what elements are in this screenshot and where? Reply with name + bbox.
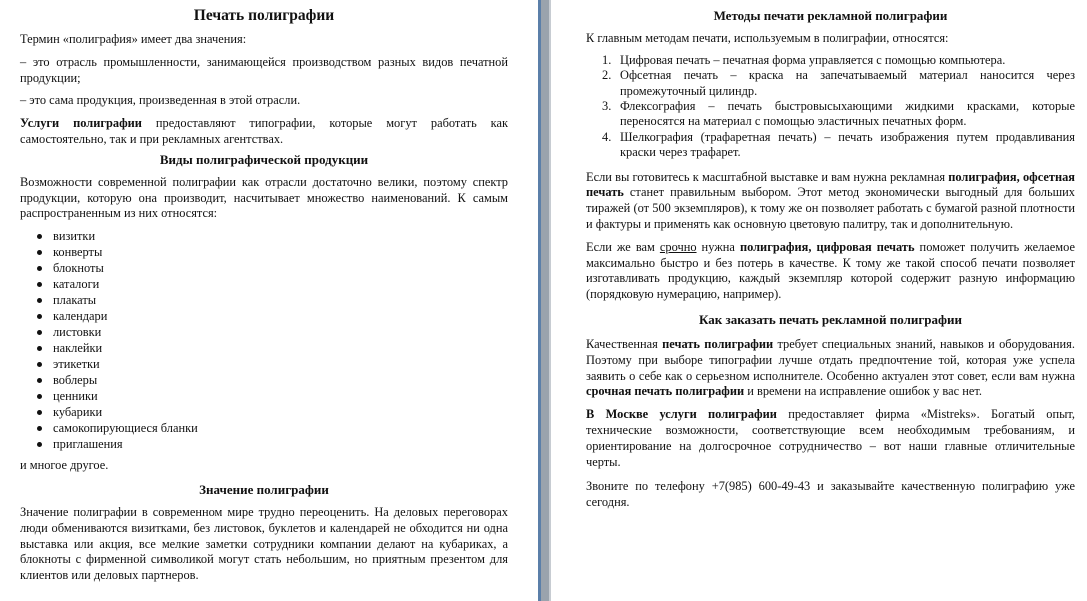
digital-text-1: Если же вам: [586, 239, 660, 254]
methods-heading: Методы печати рекламной полиграфии: [713, 8, 948, 23]
list-number: 4.: [602, 129, 612, 144]
list-item: листовки: [20, 324, 508, 340]
list-item: приглашения: [20, 436, 508, 452]
methods-intro-paragraph: К главным методам печати, используемым в полиграфии, относятся:: [586, 31, 949, 45]
services-bold-text: Услуги полиграфии: [20, 116, 142, 131]
moscow-paragraph: [586, 407, 1075, 470]
list-item-text: Офсетная печать – краска на запечатываемый материал наносится через промежуточный цилиндр.: [620, 68, 1075, 98]
digital-text-3: поможет получить желаемое максимально быстро и без потерь в качестве. К тому же такой способ печати позволяет изготавливать продукцию, каждый экземпляр которой содержит разную информацию (порядковую нумерацию, например).: [586, 239, 1075, 302]
digital-paragraph: [586, 240, 1075, 303]
order-paragraph: [586, 337, 1075, 400]
list-item: ценники: [20, 388, 508, 404]
document-page-left: [0, 0, 538, 601]
meaning-two-paragraph: – это сама продукция, произведенная в этой отрасли.: [20, 93, 301, 108]
page-gap: [538, 0, 551, 601]
order-text-2: требует специальных знаний, навыков и оборудования. Поэтому при выборе типографии лучше отдать предпочтение той, которая уже успела заявить о себе как о серьезном исполнителе. Особенно актуален этот совет, если вам нужна: [586, 337, 1075, 383]
order-text-1: Качественная: [586, 337, 663, 352]
list-item: этикетки: [20, 356, 508, 372]
intro-paragraph: Термин «полиграфия» имеет два значения:: [20, 32, 247, 46]
list-number: 3.: [602, 99, 612, 114]
services-text: предоставляют типографии, которые могут работать как самостоятельно, так и при рекламных агентствах.: [20, 116, 509, 146]
list-item: блокноты: [20, 260, 508, 276]
document-page-right: [551, 0, 1087, 601]
list-number: 1.: [602, 52, 612, 67]
list-item-text: Флексография – печать быстровысыхающими жидкими красками, которые переносятся на материал с помощью эластичных печатных форм.: [620, 99, 1075, 129]
order-heading: Как заказать печать рекламной полиграфии: [699, 312, 962, 328]
methods-list: [586, 53, 1075, 161]
offset-text-2: станет правильным выбором. Этот метод экономически выгодный для больших тиражей (от 500 экземпляров), к тому же он позволяет работать с бумагой разной плотности и фактуры и применять как основную цветовую палитру, так и дополнительную.: [586, 185, 1075, 232]
types-paragraph: Возможности современной полиграфии как отрасли достаточно велики, поэтому спектр продукции, которую она производит, насчитывает множество наименований. К самым распространенным из них относятся:: [20, 174, 508, 221]
list-item: [586, 130, 1075, 161]
order-bold-text-2: срочная печать полиграфии: [586, 384, 745, 399]
list-item: самокопирующиеся бланки: [20, 420, 508, 436]
page-title: Печать полиграфии: [193, 7, 335, 24]
list-item: конверты: [20, 244, 508, 260]
list-item: плакаты: [20, 292, 508, 308]
call-paragraph: Звоните по телефону +7(985) 600-49-43 и заказывайте качественную полиграфию уже сегодня.: [586, 479, 1075, 510]
meaning-paragraph: Значение полиграфии в современном мире трудно переоценить. На деловых переговорах люди обмениваются визитками, без листовок, буклетов и календарей не обходится ни одна выставка или акция, все мелкие заметки сотрудники компании делают на кубариках, а блокноты с фирменной символикой могут стать небольшим, но приятным презентом для клиентов или деловых партнеров.: [20, 504, 508, 583]
moscow-bold-text: В Москве услуги полиграфии: [586, 407, 777, 422]
product-list: [20, 228, 508, 452]
moscow-text: предоставляет фирма «Mistreks». Богатый опыт, технические возможности, соответствующие всем необходимым требованиям, и ориентирование на долгосрочное сотрудничество – вот наши главные отличительные черты.: [586, 407, 1075, 469]
types-heading: Виды полиграфической продукции: [159, 151, 369, 167]
offset-bold-text: полиграфия, офсетная печать: [586, 169, 1075, 200]
list-item-text: Цифровая печать – печатная форма управляется с помощью компьютера.: [620, 52, 1006, 67]
list-item: каталоги: [20, 276, 508, 292]
meaning-heading: Значение полиграфии: [199, 481, 329, 497]
digital-text-2: нужна: [696, 239, 740, 254]
meaning-one-paragraph: – это отрасль промышленности, занимающейся производством разных видов печатной продукции;: [20, 54, 508, 85]
list-item: воблеры: [20, 372, 508, 388]
offset-paragraph: [586, 170, 1075, 233]
order-bold-text-1: печать полиграфии: [662, 337, 774, 352]
list-item-text: Шелкография (трафаретная печать) – печать изображения путем продавливания краски через трафарет.: [620, 129, 1075, 160]
order-text-3: и времени на исправление ошибок у вас нет.: [744, 384, 982, 399]
list-item: визитки: [20, 228, 508, 244]
digital-underline-text: срочно: [659, 239, 697, 254]
more-paragraph: и многое другое.: [20, 458, 109, 473]
list-item: [586, 99, 1075, 130]
list-item: [586, 68, 1075, 99]
list-item: наклейки: [20, 340, 508, 356]
list-item: кубарики: [20, 404, 508, 420]
list-item: календари: [20, 308, 508, 324]
digital-bold-text: полиграфия, цифровая печать: [739, 239, 915, 254]
list-number: 2.: [602, 68, 612, 83]
offset-text-1: Если вы готовитесь к масштабной выставке и вам нужна рекламная: [586, 169, 949, 184]
list-item: [586, 53, 1075, 68]
services-paragraph: [20, 116, 508, 148]
